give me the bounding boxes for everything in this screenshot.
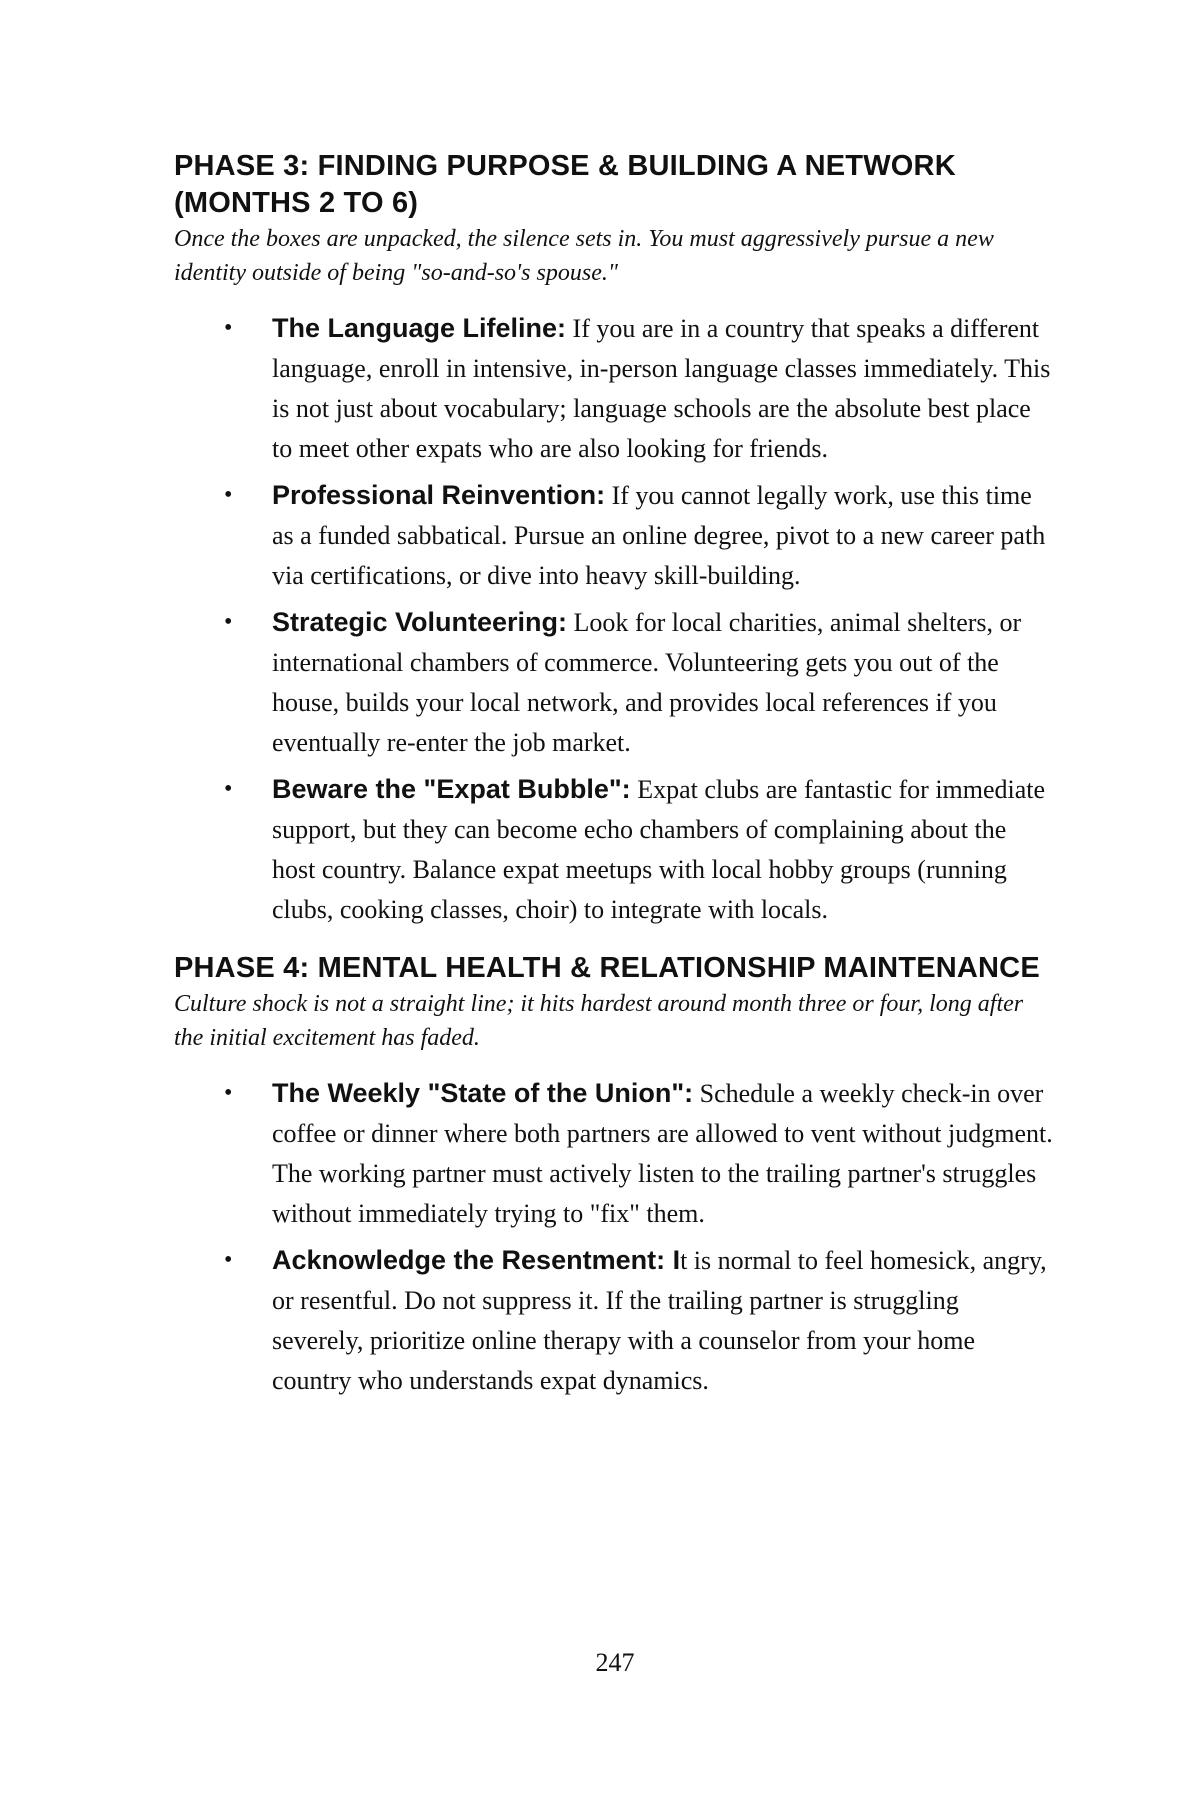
page-body — [174, 148, 1054, 1407]
list-item — [174, 1240, 1054, 1401]
list-item — [174, 602, 1054, 763]
bullet-list — [174, 308, 1054, 930]
item-text: If you are in a country that speaks a different language, enroll in intensive, in-person language classes immediately. This is not just about vocabulary; language schools are the absolute best place to meet other expats who are also looking for friends. — [272, 314, 1051, 463]
bullet-icon: • — [224, 776, 233, 802]
bullet-icon: • — [224, 1247, 233, 1273]
item-lead: Acknowledge the Resentment: I — [272, 1245, 681, 1275]
bullet-list — [174, 1073, 1054, 1401]
section-heading: PHASE 4: MENTAL HEALTH & RELATIONSHIP MAINTENANCE — [174, 952, 1040, 984]
item-text: Schedule a weekly check-in over coffee or dinner where both partners are allowed to vent without judgment. The working partner must actively listen to the trailing partner's struggles without immediately trying to "fix" them. — [272, 1079, 1053, 1228]
item-text: t is normal to feel homesick, angry, or resentful. Do not suppress it. If the trailing partner is struggling severely, prioritize online therapy with a counselor from your home country who understands expat dynamics. — [272, 1246, 1047, 1395]
item-text: Expat clubs are fantastic for immediate support, but they can become echo chambers of complaining about the host country. Balance expat meetups with local hobby groups (running clubs, cooking classes, choir) to integrate with locals. — [272, 775, 1046, 924]
item-text: If you cannot legally work, use this time as a funded sabbatical. Pursue an online degree, pivot to a new career path via certifications, or dive into heavy skill-building. — [272, 481, 1046, 590]
bullet-icon: • — [224, 1080, 233, 1106]
section-phase-3 — [174, 148, 1054, 930]
section-subtitle: Once the boxes are unpacked, the silence sets in. You must aggressively pursue a new identity outside of being "so-and-so's spouse." — [174, 226, 994, 286]
item-lead: The Weekly "State of the Union": — [272, 1078, 694, 1108]
item-lead: Strategic Volunteering: — [272, 607, 568, 637]
item-text: Look for local charities, animal shelters, or international chambers of commerce. Volunteering gets you out of the house, builds your local network, and provides local references if you eventually re-enter the job market. — [272, 608, 1022, 757]
list-item — [174, 769, 1054, 930]
item-lead: The Language Lifeline: — [272, 313, 567, 343]
list-item — [174, 475, 1054, 596]
section-phase-4 — [174, 950, 1054, 1401]
bullet-icon: • — [224, 482, 233, 508]
bullet-icon: • — [224, 609, 233, 635]
item-lead: Professional Reinvention: — [272, 480, 606, 510]
bullet-icon: • — [224, 315, 233, 341]
item-lead: Beware the "Expat Bubble": — [272, 774, 631, 804]
list-item — [174, 1073, 1054, 1234]
section-subtitle: Culture shock is not a straight line; it hits hardest around month three or four, long after the initial excitement has faded. — [174, 991, 1024, 1051]
section-heading: PHASE 3: FINDING PURPOSE & BUILDING A NETWORK (MONTHS 2 TO 6) — [174, 150, 956, 219]
list-item — [174, 308, 1054, 469]
page-number: 247 — [595, 1648, 635, 1677]
